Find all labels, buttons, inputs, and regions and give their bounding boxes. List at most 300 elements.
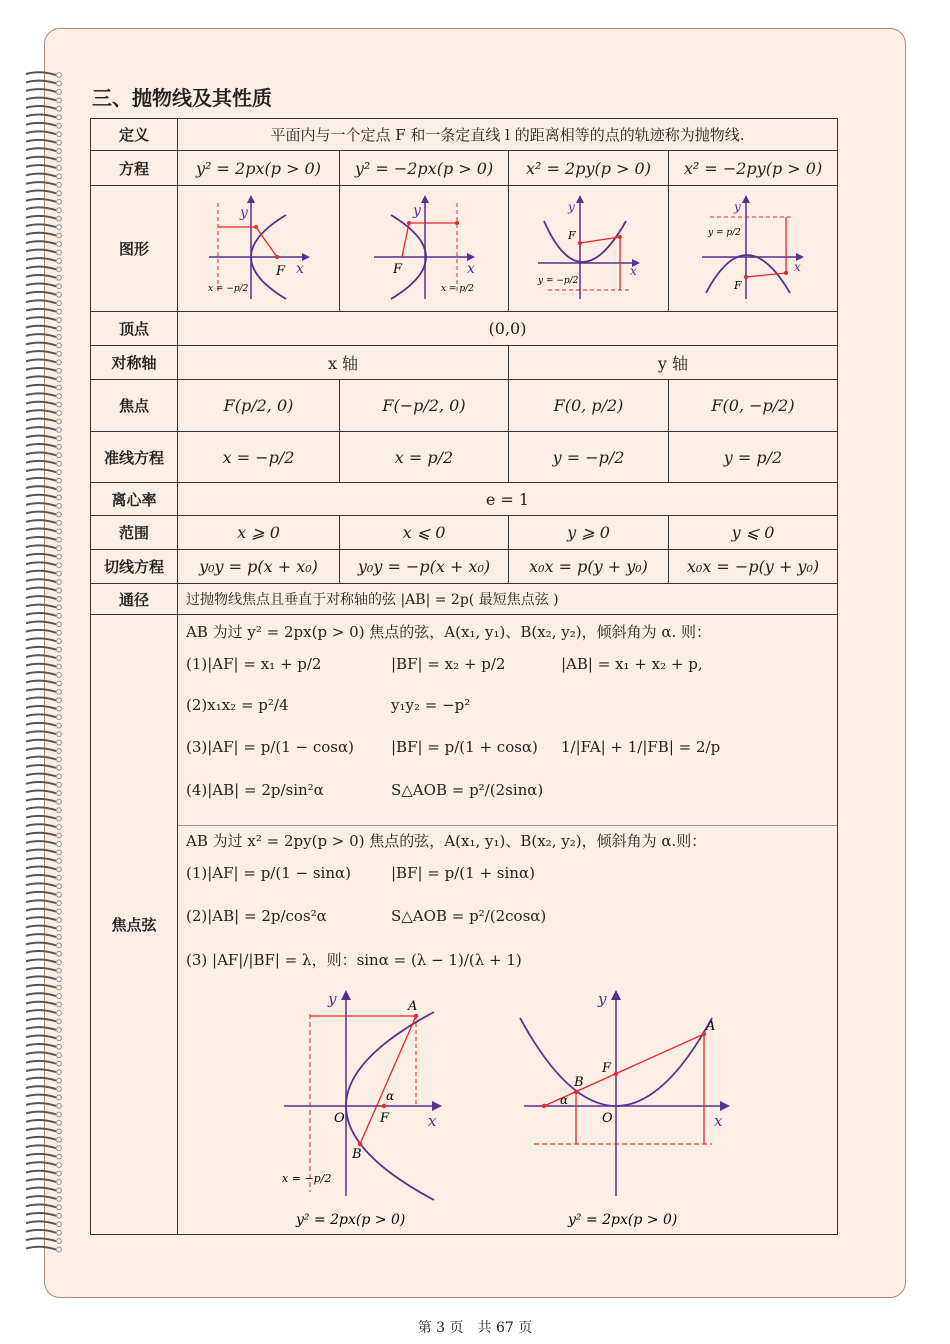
spiral-coil bbox=[26, 360, 56, 363]
spiral-coil bbox=[26, 140, 56, 143]
label-latus-rectum: 通径 bbox=[91, 584, 178, 615]
spiral-coil bbox=[26, 258, 56, 261]
spiral-hole bbox=[57, 732, 62, 737]
spiral-hole bbox=[57, 495, 62, 500]
spiral-coil bbox=[26, 1086, 56, 1089]
svg-text:x: x bbox=[629, 263, 637, 278]
spiral-hole bbox=[57, 1154, 62, 1159]
directrix-label: x = −p/2 bbox=[207, 283, 248, 294]
spiral-hole bbox=[57, 478, 62, 483]
spiral-hole bbox=[57, 842, 62, 847]
spiral-hole bbox=[57, 782, 62, 787]
spiral-hole bbox=[57, 1137, 62, 1142]
spiral-coil bbox=[26, 1120, 56, 1123]
spiral-coil bbox=[26, 554, 56, 557]
spiral-hole bbox=[57, 757, 62, 762]
spiral-coil bbox=[26, 807, 56, 810]
svg-text:B: B bbox=[574, 1075, 584, 1090]
spiral-hole bbox=[57, 580, 62, 585]
parabola-properties-table bbox=[90, 118, 838, 1235]
spiral-coil bbox=[26, 841, 56, 844]
formula: |BF| = x₂ + p/2 bbox=[391, 655, 506, 673]
spiral-hole bbox=[57, 749, 62, 754]
spiral-coil bbox=[26, 867, 56, 870]
label-directrix: 准线方程 bbox=[91, 432, 178, 483]
spiral-coil bbox=[26, 199, 56, 202]
range-cell: y ⩾ 0 bbox=[509, 516, 669, 550]
spiral-hole bbox=[57, 706, 62, 711]
part1-line2 bbox=[186, 687, 837, 723]
spiral-hole bbox=[57, 681, 62, 686]
svg-text:y = −p/2: y = −p/2 bbox=[537, 275, 578, 286]
svg-text:O: O bbox=[602, 1111, 613, 1126]
spiral-hole bbox=[57, 157, 62, 162]
axis-cell: y 轴 bbox=[509, 346, 838, 380]
spiral-hole bbox=[57, 106, 62, 111]
spiral-hole bbox=[57, 816, 62, 821]
spiral-hole bbox=[57, 132, 62, 137]
spiral-hole bbox=[57, 309, 62, 314]
focus-cell: F(−p/2, 0) bbox=[340, 380, 509, 432]
formula: S△AOB = p²/(2cosα) bbox=[391, 907, 547, 925]
directrix-cell: x = p/2 bbox=[340, 432, 509, 483]
spiral-hole bbox=[57, 799, 62, 804]
spiral-hole bbox=[57, 994, 62, 999]
focus-cell: F(0, −p/2) bbox=[669, 380, 838, 432]
axis-label-y: y bbox=[239, 204, 248, 221]
spiral-hole bbox=[57, 597, 62, 602]
spiral-hole bbox=[57, 977, 62, 982]
spiral-hole bbox=[57, 225, 62, 230]
spiral-hole bbox=[57, 656, 62, 661]
label-vertex: 顶点 bbox=[91, 312, 178, 346]
spiral-coil bbox=[26, 850, 56, 853]
equation-cell: y² = −2px(p > 0) bbox=[340, 151, 509, 186]
spiral-hole bbox=[57, 1027, 62, 1032]
spiral-coil bbox=[26, 909, 56, 912]
spiral-coil bbox=[26, 824, 56, 827]
part2-intro: AB 为过 x² = 2py(p > 0) 焦点的弦，A(x₁, y₁)、B(x₂, y₂)，倾斜角为 α.则： bbox=[186, 832, 707, 850]
part1-line3 bbox=[186, 727, 837, 767]
range-cell: x ⩽ 0 bbox=[340, 516, 509, 550]
spiral-coil bbox=[26, 672, 56, 675]
part1-intro: AB 为过 y² = 2px(p > 0) 焦点的弦，A(x₁, y₁)、B(x₂, y₂)，倾斜角为 α. 则： bbox=[186, 623, 712, 641]
formula: y₁y₂ = −p² bbox=[391, 696, 471, 714]
part1-line1 bbox=[186, 645, 837, 683]
spiral-coil bbox=[26, 714, 56, 717]
formula: (1)|AF| = p/(1 − sinα) bbox=[186, 864, 351, 882]
spiral-hole bbox=[57, 428, 62, 433]
svg-text:y: y bbox=[328, 990, 337, 1008]
directrix-cell: x = −p/2 bbox=[178, 432, 340, 483]
row-latus-rectum bbox=[91, 584, 838, 615]
spiral-coil bbox=[26, 241, 56, 244]
spiral-hole bbox=[57, 715, 62, 720]
spiral-coil bbox=[26, 993, 56, 996]
spiral-coil bbox=[26, 1230, 56, 1233]
spiral-hole bbox=[57, 182, 62, 187]
formula: S△AOB = p²/(2sinα) bbox=[391, 781, 544, 799]
spiral-hole bbox=[57, 968, 62, 973]
spiral-coil bbox=[26, 647, 56, 650]
spiral-hole bbox=[57, 259, 62, 264]
label-axis: 对称轴 bbox=[91, 346, 178, 380]
axis-label-x: x bbox=[295, 260, 304, 277]
spiral-coil bbox=[26, 723, 56, 726]
equation-cell: x² = 2py(p > 0) bbox=[509, 151, 669, 186]
spiral-hole bbox=[57, 275, 62, 280]
spiral-coil bbox=[26, 461, 56, 464]
spiral-coil bbox=[26, 655, 56, 658]
svg-text:x: x bbox=[794, 259, 801, 274]
spiral-coil bbox=[26, 985, 56, 988]
label-definition: 定义 bbox=[91, 119, 178, 151]
spiral-hole bbox=[57, 1222, 62, 1227]
spiral-hole bbox=[57, 1112, 62, 1117]
formula: |BF| = p/(1 + cosα) bbox=[391, 738, 538, 756]
spiral-hole bbox=[57, 174, 62, 179]
spiral-coil bbox=[26, 89, 56, 92]
spiral-hole bbox=[57, 740, 62, 745]
graph-cell bbox=[340, 186, 509, 312]
spiral-coil bbox=[26, 452, 56, 455]
svg-text:y: y bbox=[413, 202, 421, 219]
spiral-hole bbox=[57, 250, 62, 255]
formula: (2)|AB| = 2p/cos²α bbox=[186, 907, 327, 925]
spiral-coil bbox=[26, 216, 56, 219]
graph-cell bbox=[669, 186, 838, 312]
spiral-hole bbox=[57, 360, 62, 365]
section-title: 三、抛物线及其性质 bbox=[92, 86, 272, 110]
spiral-coil bbox=[26, 1221, 56, 1224]
spiral-coil bbox=[26, 292, 56, 295]
spiral-coil bbox=[26, 1069, 56, 1072]
spiral-hole bbox=[57, 98, 62, 103]
spiral-coil bbox=[26, 790, 56, 793]
spiral-hole bbox=[57, 825, 62, 830]
tangent-cell: x₀x = −p(y + y₀) bbox=[669, 550, 838, 584]
spiral-coil bbox=[26, 740, 56, 743]
figure-caption: y² = 2px(p > 0) bbox=[568, 1212, 678, 1228]
spiral-coil bbox=[26, 81, 56, 84]
spiral-coil bbox=[26, 875, 56, 878]
spiral-coil bbox=[26, 1128, 56, 1131]
focal-chord-figures bbox=[186, 984, 837, 1234]
spiral-hole bbox=[57, 1171, 62, 1176]
spiral-coil bbox=[26, 148, 56, 151]
spiral-hole bbox=[57, 935, 62, 940]
equation-cell: y² = 2px(p > 0) bbox=[178, 151, 340, 186]
spiral-coil bbox=[26, 224, 56, 227]
spiral-hole bbox=[57, 216, 62, 221]
spiral-coil bbox=[26, 283, 56, 286]
spiral-hole bbox=[57, 1205, 62, 1210]
spiral-hole bbox=[57, 1129, 62, 1134]
svg-text:F: F bbox=[567, 228, 576, 242]
spiral-coil bbox=[26, 495, 56, 498]
spiral-coil bbox=[26, 1078, 56, 1081]
spiral-hole bbox=[57, 512, 62, 517]
spiral-coil bbox=[26, 545, 56, 548]
spiral-hole bbox=[57, 791, 62, 796]
spiral-coil bbox=[26, 393, 56, 396]
spiral-coil bbox=[26, 943, 56, 946]
spiral-coil bbox=[26, 1052, 56, 1055]
spiral-coil bbox=[26, 799, 56, 802]
spiral-hole bbox=[57, 267, 62, 272]
spiral-hole bbox=[57, 537, 62, 542]
svg-text:y: y bbox=[567, 199, 575, 214]
spiral-hole bbox=[57, 884, 62, 889]
spiral-hole bbox=[57, 918, 62, 923]
spiral-coil bbox=[26, 968, 56, 971]
spiral-coil bbox=[26, 1247, 56, 1250]
spiral-coil bbox=[26, 1179, 56, 1182]
spiral-hole bbox=[57, 554, 62, 559]
svg-text:B: B bbox=[352, 1147, 362, 1162]
eccentricity-value: e = 1 bbox=[178, 483, 838, 516]
parabola-down-figure bbox=[698, 191, 808, 303]
spiral-coil bbox=[26, 478, 56, 481]
spiral-hole bbox=[57, 402, 62, 407]
spiral-coil bbox=[26, 1205, 56, 1208]
svg-text:α: α bbox=[560, 1093, 569, 1107]
row-axis bbox=[91, 346, 838, 380]
spiral-hole bbox=[57, 563, 62, 568]
spiral-hole bbox=[57, 1247, 62, 1252]
row-focus bbox=[91, 380, 838, 432]
spiral-coil bbox=[26, 681, 56, 684]
spiral-hole bbox=[57, 242, 62, 247]
spiral-coil bbox=[26, 376, 56, 379]
spiral-hole bbox=[57, 199, 62, 204]
spiral-hole bbox=[57, 926, 62, 931]
spiral-coil bbox=[26, 588, 56, 591]
focal-chord-part2 bbox=[186, 826, 837, 980]
spiral-coil bbox=[26, 419, 56, 422]
tangent-cell: y₀y = −p(x + x₀) bbox=[340, 550, 509, 584]
spiral-hole bbox=[57, 647, 62, 652]
spiral-coil bbox=[26, 621, 56, 624]
spiral-hole bbox=[57, 613, 62, 618]
part1-line4 bbox=[186, 771, 837, 809]
focus-cell: F(p/2, 0) bbox=[178, 380, 340, 432]
spiral-hole bbox=[57, 504, 62, 509]
spiral-hole bbox=[57, 1036, 62, 1041]
spiral-hole bbox=[57, 520, 62, 525]
spiral-coil bbox=[26, 951, 56, 954]
spiral-hole bbox=[57, 191, 62, 196]
spiral-hole bbox=[57, 284, 62, 289]
spiral-coil bbox=[26, 926, 56, 929]
parabola-up-figure bbox=[534, 191, 644, 303]
spiral-hole bbox=[57, 377, 62, 382]
spiral-coil bbox=[26, 529, 56, 532]
spiral-coil bbox=[26, 1027, 56, 1030]
svg-text:F: F bbox=[380, 1111, 390, 1126]
spiral-coil bbox=[26, 427, 56, 430]
svg-text:x = p/2: x = p/2 bbox=[441, 283, 474, 294]
spiral-coil bbox=[26, 689, 56, 692]
spiral-coil bbox=[26, 833, 56, 836]
spiral-coil bbox=[26, 410, 56, 413]
spiral-coil bbox=[26, 638, 56, 641]
spiral-hole bbox=[57, 461, 62, 466]
formula: (1)|AF| = x₁ + p/2 bbox=[186, 655, 322, 673]
parabola-left-figure bbox=[369, 191, 479, 303]
spiral-coil bbox=[26, 596, 56, 599]
spiral-coil bbox=[26, 486, 56, 489]
spiral-coil bbox=[26, 782, 56, 785]
axis-cell: x 轴 bbox=[178, 346, 509, 380]
range-cell: x ⩾ 0 bbox=[178, 516, 340, 550]
spiral-hole bbox=[57, 723, 62, 728]
label-focus: 焦点 bbox=[91, 380, 178, 432]
spiral-hole bbox=[57, 892, 62, 897]
spiral-coil bbox=[26, 402, 56, 405]
spiral-hole bbox=[57, 470, 62, 475]
row-directrix bbox=[91, 432, 838, 483]
spiral-hole bbox=[57, 529, 62, 534]
formula: |BF| = p/(1 + sinα) bbox=[391, 864, 535, 882]
tangent-cell: x₀x = p(y + y₀) bbox=[509, 550, 669, 584]
spiral-coil bbox=[26, 579, 56, 582]
spiral-hole bbox=[57, 81, 62, 86]
svg-text:A: A bbox=[706, 1019, 716, 1034]
row-vertex bbox=[91, 312, 838, 346]
spiral-coil bbox=[26, 1095, 56, 1098]
spiral-coil bbox=[26, 537, 56, 540]
spiral-hole bbox=[57, 833, 62, 838]
spiral-hole bbox=[57, 326, 62, 331]
spiral-hole bbox=[57, 766, 62, 771]
spiral-coil bbox=[26, 706, 56, 709]
spiral-coil bbox=[26, 512, 56, 515]
spiral-coil bbox=[26, 605, 56, 608]
spiral-coil bbox=[26, 757, 56, 760]
row-eccentricity bbox=[91, 483, 838, 516]
formula: (3) |AF|/|BF| = λ，则：sinα = (λ − 1)/(λ + 1) bbox=[186, 951, 522, 969]
spiral-coil bbox=[26, 630, 56, 633]
row-equation bbox=[91, 151, 838, 186]
spiral-hole bbox=[57, 385, 62, 390]
spiral-coil bbox=[26, 1145, 56, 1148]
spiral-hole bbox=[57, 875, 62, 880]
spiral-hole bbox=[57, 115, 62, 120]
spiral-coil bbox=[26, 317, 56, 320]
formula: 1/|FA| + 1/|FB| = 2/p bbox=[561, 738, 721, 756]
spiral-hole bbox=[57, 605, 62, 610]
spiral-coil bbox=[26, 934, 56, 937]
spiral-coil bbox=[26, 351, 56, 354]
spiral-coil bbox=[26, 106, 56, 109]
spiral-coil bbox=[26, 368, 56, 371]
part2-line3 bbox=[186, 940, 837, 980]
formula: (2)x₁x₂ = p²/4 bbox=[186, 696, 289, 714]
spiral-coil bbox=[26, 267, 56, 270]
svg-text:x = −p/2: x = −p/2 bbox=[282, 1172, 332, 1185]
tangent-cell: y₀y = p(x + x₀) bbox=[178, 550, 340, 584]
spiral-binding bbox=[22, 70, 66, 1260]
spiral-coil bbox=[26, 613, 56, 616]
svg-text:y: y bbox=[598, 990, 607, 1008]
spiral-hole bbox=[57, 943, 62, 948]
spiral-hole bbox=[57, 292, 62, 297]
row-graph bbox=[91, 186, 838, 312]
spiral-hole bbox=[57, 1087, 62, 1092]
spiral-coil bbox=[26, 1154, 56, 1157]
label-tangent: 切线方程 bbox=[91, 550, 178, 584]
spiral-coil bbox=[26, 1213, 56, 1216]
spiral-coil bbox=[26, 165, 56, 168]
graph-cell bbox=[509, 186, 669, 312]
spiral-coil bbox=[26, 816, 56, 819]
svg-text:y = p/2: y = p/2 bbox=[708, 227, 741, 238]
spiral-hole bbox=[57, 444, 62, 449]
spiral-hole bbox=[57, 487, 62, 492]
spiral-coil bbox=[26, 698, 56, 701]
graph-cell bbox=[178, 186, 340, 312]
label-eccentricity: 离心率 bbox=[91, 483, 178, 516]
spiral-hole bbox=[57, 867, 62, 872]
spiral-coil bbox=[26, 562, 56, 565]
spiral-coil bbox=[26, 1044, 56, 1047]
spiral-hole bbox=[57, 774, 62, 779]
equation-cell: x² = −2py(p > 0) bbox=[669, 151, 838, 186]
spiral-hole bbox=[57, 673, 62, 678]
spiral-coil bbox=[26, 469, 56, 472]
spiral-coil bbox=[26, 765, 56, 768]
spiral-hole bbox=[57, 1002, 62, 1007]
row-range bbox=[91, 516, 838, 550]
spiral-coil bbox=[26, 1112, 56, 1115]
spiral-hole bbox=[57, 73, 62, 78]
spiral-hole bbox=[57, 1120, 62, 1125]
spiral-coil bbox=[26, 182, 56, 185]
vertex-value: (0,0) bbox=[178, 312, 838, 346]
svg-text:F: F bbox=[393, 261, 403, 277]
spiral-hole bbox=[57, 1011, 62, 1016]
spiral-coil bbox=[26, 917, 56, 920]
svg-text:A: A bbox=[408, 999, 418, 1014]
spiral-coil bbox=[26, 309, 56, 312]
spiral-hole bbox=[57, 1239, 62, 1244]
spiral-hole bbox=[57, 90, 62, 95]
svg-text:y: y bbox=[734, 199, 741, 214]
spiral-hole bbox=[57, 622, 62, 627]
spiral-coil bbox=[26, 157, 56, 160]
spiral-coil bbox=[26, 748, 56, 751]
spiral-hole bbox=[57, 689, 62, 694]
row-definition bbox=[91, 119, 838, 151]
spiral-coil bbox=[26, 1171, 56, 1174]
definition-text: 平面内与一个定点 F 和一条定直线 l 的距离相等的点的轨迹称为抛物线. bbox=[178, 119, 838, 151]
spiral-coil bbox=[26, 1002, 56, 1005]
spiral-hole bbox=[57, 436, 62, 441]
part2-line1 bbox=[186, 854, 837, 892]
spiral-hole bbox=[57, 951, 62, 956]
spiral-coil bbox=[26, 98, 56, 101]
spiral-coil bbox=[26, 1036, 56, 1039]
spiral-coil bbox=[26, 1019, 56, 1022]
row-focal-chord bbox=[91, 615, 838, 1235]
focal-chord-figure-horizontal bbox=[276, 984, 456, 1234]
spiral-hole bbox=[57, 1019, 62, 1024]
spiral-coil bbox=[26, 1103, 56, 1106]
spiral-hole bbox=[57, 419, 62, 424]
directrix-cell: y = −p/2 bbox=[509, 432, 669, 483]
focal-chord-figure-vertical bbox=[516, 984, 746, 1234]
